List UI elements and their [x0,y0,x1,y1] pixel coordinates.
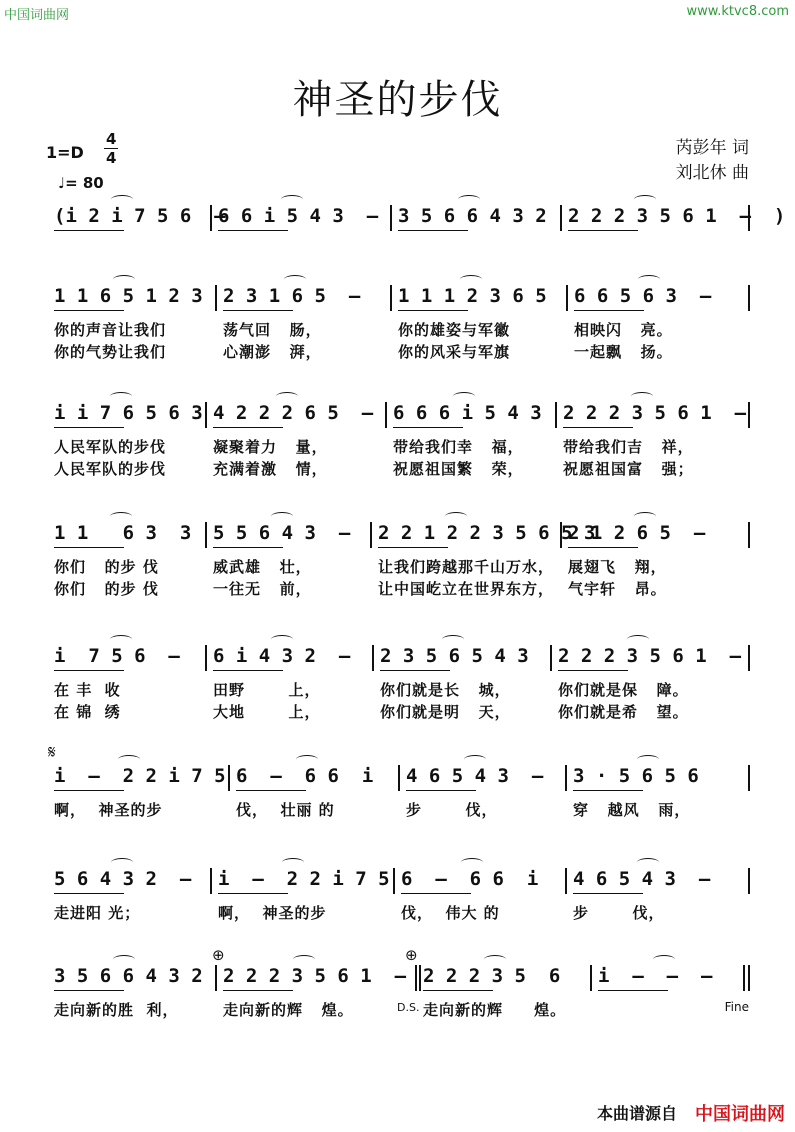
beam-underline [393,427,463,428]
slur-arc [110,392,132,401]
lyric-verse-1: 你们就是保 障。 [558,681,689,699]
measure-notes: 1 1 1 2 3 6 5 [398,285,547,307]
lyric-verse-2: 你们就是明 天， [380,703,511,721]
source-site: 中国词曲网 [695,1104,785,1125]
lyric-verse-1: 走向新的胜 利， [54,1001,179,1019]
beam-underline [223,310,293,311]
measure-notes: 6 6 5 6 3 – [574,285,712,307]
beam-underline [423,990,493,991]
lyric-verse-2: 充满着激 情， [213,460,328,478]
slur-arc [460,275,482,284]
beam-underline [213,670,283,671]
slur-arc [442,635,464,644]
bar-line [748,965,750,991]
time-signature-top: 4 [106,130,117,148]
measure-notes: 3 · 5 6 5 6 [573,765,699,787]
beam-underline [398,230,468,231]
beam-underline [223,990,293,991]
source-label: 本曲谱源自 [596,1104,677,1123]
site-watermark-left: 中国词曲网 [4,8,70,23]
lyric-verse-2: 祝愿祖国富 强； [563,460,694,478]
lyric-verse-1: 威武雄 壮， [213,558,312,576]
bar-line [205,522,207,548]
lyric-verse-1: 伐， 壮丽 的 [236,801,335,819]
slur-arc [276,392,298,401]
slur-arc [271,635,293,644]
slur-arc [445,512,467,521]
bar-line [748,868,750,894]
beam-underline [54,893,124,894]
beam-underline [406,790,476,791]
measure-notes: 3 5 6 6 4 3 2 [398,205,547,227]
bar-line [385,402,387,428]
bar-line [210,868,212,894]
slur-arc [634,512,656,521]
bar-line [215,965,217,991]
slur-arc [453,392,475,401]
lyric-verse-2: 你的风采与军旗 [398,343,511,361]
lyric-verse-2: 你的气势让我们 [54,343,167,361]
fine-mark: Fine [724,1000,749,1014]
beam-underline [236,790,306,791]
beam-underline [54,230,124,231]
lyric-verse-1: 穿 越风 雨， [573,801,691,819]
lyric-verse-2: 祝愿祖国繁 荣， [393,460,524,478]
time-signature-bottom: 4 [106,149,117,167]
measure-notes: i 7 5 6 – [54,645,180,667]
measure-notes: 2 3 5 6 5 4 3 [380,645,529,667]
beam-underline [54,790,124,791]
slur-arc [284,275,306,284]
slur-arc [634,195,656,204]
coda-mark-2: ⊕ [405,946,418,964]
lyric-verse-1: 让我们跨越那千山万水， [378,558,555,576]
bar-line [748,522,750,548]
beam-underline [574,310,644,311]
beam-underline [213,427,283,428]
bar-line [566,285,568,311]
beam-underline [54,990,124,991]
bar-line [415,965,417,991]
measure-notes: 2 2 2 3 5 6 1 – [563,402,747,424]
lyric-verse-1: 你们就是长 城， [380,681,511,699]
measure-notes: 4 2 2 2 6 5 – [213,402,374,424]
slur-arc [271,512,293,521]
slur-arc [113,275,135,284]
bar-line [560,205,562,231]
measure-notes: 2 2 2 3 5 6 1 – [558,645,742,667]
lyric-verse-1: 伐， 伟大 的 [401,904,500,922]
beam-underline [568,547,638,548]
slur-arc [653,955,675,964]
lyric-verse-2: 一起飘 扬。 [574,343,673,361]
measure-notes: 2 2 2 3 5 6 [423,965,561,987]
measure-notes: 1 1 6 5 1 2 3 [54,285,203,307]
measure-notes: i i 7 6 5 6 3 [54,402,203,424]
bar-line [393,868,395,894]
beam-underline [218,893,288,894]
bar-line [748,402,750,428]
slur-arc [637,755,659,764]
slur-arc [637,858,659,867]
lyric-verse-1: 你的声音让我们 [54,321,167,339]
measure-notes: 5 5 6 4 3 – [213,522,351,544]
measure-notes: 2 2 2 3 5 6 1 – ) [568,205,786,227]
bar-line [590,965,592,991]
beam-underline [573,790,643,791]
lyric-verse-1: 在 丰 收 [54,681,121,699]
measure-notes: 6 – 6 6 i [401,868,539,890]
lyric-verse-1: 带给我们幸 福， [393,438,524,456]
beam-underline [398,310,468,311]
segno-mark: 𝄋 [48,742,56,763]
slur-arc [631,392,653,401]
measure-notes: 1 1 6 3 3 [54,522,192,544]
lyric-verse-1: 啊， 神圣的步 [218,904,327,922]
measure-notes: 2 1 2 6 5 – [568,522,706,544]
beam-underline [213,547,283,548]
slur-arc [484,955,506,964]
lyric-verse-1: 走进阳 光； [54,904,141,922]
measure-notes: 6 – 6 6 i [236,765,374,787]
bar-line [390,205,392,231]
lyricist-credit: 芮彭年 词 [675,138,749,158]
slur-arc [111,858,133,867]
bar-line [205,402,207,428]
bar-line [215,285,217,311]
measure-notes: i – 2 2 i 7 5 [218,868,390,890]
beam-underline [568,230,638,231]
bar-line [748,285,750,311]
slur-arc [281,195,303,204]
measure-notes: (i 2 i 7 5 6 – [54,205,226,227]
measure-notes: 4 6 5 4 3 – [406,765,544,787]
slur-arc [110,635,132,644]
beam-underline [563,427,633,428]
lyric-verse-2: 一往无 前， [213,580,312,598]
measure-notes: 5 6 4 3 2 – [54,868,192,890]
lyric-verse-2: 心潮澎 湃， [223,343,322,361]
beam-underline [378,547,448,548]
bar-line [565,765,567,791]
slur-arc [464,755,486,764]
lyric-verse-2: 你们就是希 望。 [558,703,689,721]
bar-line [550,645,552,671]
beam-underline [54,427,124,428]
coda-mark-1: ⊕ [212,946,225,964]
slur-arc [282,858,304,867]
lyric-verse-1: 你们 的步 伐 [54,558,159,576]
beam-underline [380,670,450,671]
lyric-verse-2: 人民军队的步伐 [54,460,167,478]
slur-arc [458,195,480,204]
lyric-verse-2: 大地 上， [213,703,321,721]
bar-line [398,765,400,791]
beam-underline [598,990,668,991]
measure-notes: 6 i 4 3 2 – [213,645,351,667]
composer-credit: 刘北休 曲 [675,163,749,183]
measure-notes: i – 2 2 i 7 5 [54,765,226,787]
bar-line [372,645,374,671]
measure-notes: i – – – [598,965,713,987]
measure-notes: 6 6 6 i 5 4 3 [393,402,542,424]
bar-line [565,868,567,894]
lyric-verse-2: 你们 的步 伐 [54,580,159,598]
bar-line [748,645,750,671]
measure-notes: 6 6 i 5 4 3 – [218,205,379,227]
key-signature: 1=D [46,143,84,162]
site-watermark-right: www.ktvc8.com [686,4,789,19]
lyric-verse-1: 带给我们吉 祥， [563,438,694,456]
slur-arc [638,275,660,284]
bar-line [205,645,207,671]
lyric-verse-1: 走向新的辉 煌。 [423,1001,567,1019]
lyric-verse-1: 你的雄姿与军徽 [398,321,511,339]
bar-line [555,402,557,428]
beam-underline [54,310,124,311]
ds-mark: D.S. [397,1001,420,1014]
measure-notes: 2 2 2 3 5 6 1 – [223,965,407,987]
slur-arc [110,512,132,521]
lyric-verse-1: 人民军队的步伐 [54,438,167,456]
beam-underline [558,670,628,671]
slur-arc [627,635,649,644]
slur-arc [296,755,318,764]
lyric-verse-1: 荡气回 肠， [223,321,322,339]
measure-notes: 2 2 1 2 2 3 5 6 5 3 [378,522,596,544]
slur-arc [293,955,315,964]
beam-underline [54,547,124,548]
tempo-mark: ♩= 80 [58,174,104,192]
lyric-verse-1: 走向新的辉 煌。 [223,1001,354,1019]
slur-arc [118,755,140,764]
bar-line [748,765,750,791]
measure-notes: 2 3 1 6 5 – [223,285,361,307]
lyric-verse-2: 在 锦 绣 [54,703,121,721]
measure-notes: 4 6 5 4 3 – [573,868,711,890]
lyric-verse-1: 凝聚着力 量， [213,438,328,456]
beam-underline [401,893,471,894]
slur-arc [113,955,135,964]
measure-notes: 3 5 6 6 4 3 2 [54,965,203,987]
lyric-verse-1: 啊， 神圣的步 [54,801,163,819]
bar-line [390,285,392,311]
lyric-verse-1: 展翅飞 翔， [568,558,667,576]
slur-arc [111,195,133,204]
lyric-verse-1: 步 伐， [573,904,665,922]
lyric-verse-1: 步 伐， [406,801,498,819]
repeat-bar-line [419,965,421,991]
beam-underline [218,230,288,231]
beam-underline [573,893,643,894]
song-title: 神圣的步伐 [292,77,503,123]
lyric-verse-2: 让中国屹立在世界东方， [378,580,555,598]
bar-line [228,765,230,791]
lyric-verse-1: 田野 上， [213,681,321,699]
final-bar-line [743,965,745,991]
slur-arc [461,858,483,867]
beam-underline [54,670,124,671]
bar-line [370,522,372,548]
lyric-verse-1: 相映闪 亮。 [574,321,673,339]
lyric-verse-2: 气宇轩 昂。 [568,580,667,598]
